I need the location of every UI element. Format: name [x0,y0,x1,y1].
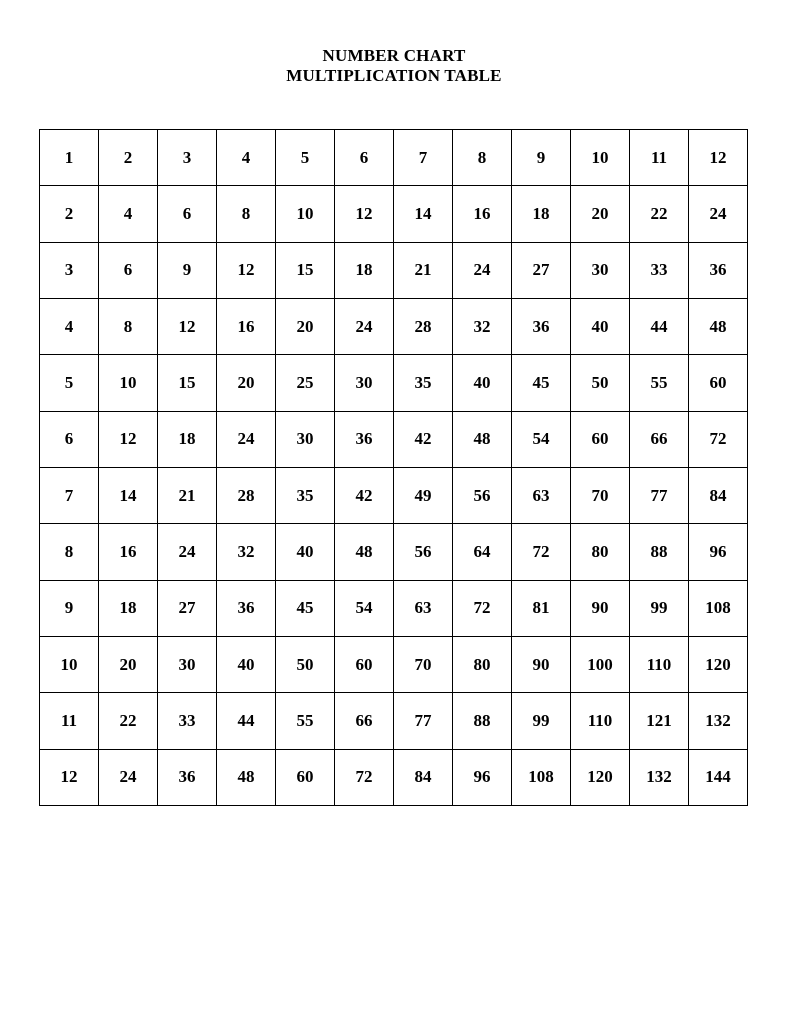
table-cell: 10 [40,637,99,693]
table-cell: 36 [335,412,394,468]
table-cell: 10 [276,186,335,242]
table-cell: 30 [158,637,217,693]
table-cell: 81 [512,581,571,637]
table-cell: 48 [217,750,276,806]
table-cell: 12 [217,243,276,299]
table-cell: 72 [512,524,571,580]
table-cell: 12 [40,750,99,806]
table-cell: 108 [512,750,571,806]
table-cell: 7 [394,130,453,186]
table-cell: 72 [335,750,394,806]
table-cell: 54 [335,581,394,637]
table-cell: 48 [453,412,512,468]
table-cell: 48 [689,299,748,355]
table-cell: 35 [394,355,453,411]
table-cell: 40 [276,524,335,580]
table-cell: 27 [158,581,217,637]
table-cell: 50 [571,355,630,411]
table-cell: 100 [571,637,630,693]
table-cell: 16 [453,186,512,242]
table-cell: 60 [335,637,394,693]
table-cell: 6 [40,412,99,468]
table-cell: 24 [158,524,217,580]
table-cell: 60 [571,412,630,468]
table-cell: 96 [689,524,748,580]
table-cell: 5 [40,355,99,411]
table-cell: 3 [40,243,99,299]
table-cell: 9 [158,243,217,299]
table-cell: 4 [40,299,99,355]
table-cell: 22 [630,186,689,242]
table-cell: 63 [512,468,571,524]
table-cell: 70 [394,637,453,693]
table-cell: 44 [630,299,689,355]
table-cell: 14 [394,186,453,242]
table-cell: 90 [571,581,630,637]
table-cell: 24 [453,243,512,299]
table-cell: 84 [689,468,748,524]
table-cell: 27 [512,243,571,299]
table-cell: 120 [571,750,630,806]
table-cell: 77 [394,693,453,749]
table-cell: 20 [571,186,630,242]
page-subtitle: MULTIPLICATION TABLE [286,66,502,85]
table-cell: 72 [453,581,512,637]
table-cell: 21 [394,243,453,299]
table-cell: 80 [571,524,630,580]
table-cell: 15 [276,243,335,299]
table-cell: 64 [453,524,512,580]
table-cell: 12 [689,130,748,186]
table-cell: 48 [335,524,394,580]
table-cell: 132 [689,693,748,749]
table-cell: 40 [571,299,630,355]
table-cell: 66 [335,693,394,749]
table-cell: 18 [99,581,158,637]
table-cell: 77 [630,468,689,524]
table-cell: 144 [689,750,748,806]
table-cell: 90 [512,637,571,693]
table-cell: 36 [217,581,276,637]
table-cell: 30 [571,243,630,299]
table-cell: 24 [335,299,394,355]
table-cell: 110 [630,637,689,693]
table-cell: 54 [512,412,571,468]
table-cell: 24 [217,412,276,468]
table-cell: 24 [99,750,158,806]
table-cell: 8 [217,186,276,242]
table-cell: 12 [335,186,394,242]
table-cell: 99 [630,581,689,637]
table-cell: 16 [217,299,276,355]
table-cell: 55 [630,355,689,411]
table-cell: 18 [335,243,394,299]
table-cell: 10 [571,130,630,186]
table-cell: 132 [630,750,689,806]
table-cell: 49 [394,468,453,524]
table-cell: 45 [276,581,335,637]
table-cell: 32 [217,524,276,580]
table-cell: 5 [276,130,335,186]
table-cell: 40 [453,355,512,411]
table-cell: 1 [40,130,99,186]
table-cell: 55 [276,693,335,749]
table-cell: 44 [217,693,276,749]
table-cell: 35 [276,468,335,524]
table-cell: 7 [40,468,99,524]
table-cell: 42 [394,412,453,468]
table-cell: 110 [571,693,630,749]
table-cell: 4 [99,186,158,242]
table-cell: 24 [689,186,748,242]
table-cell: 66 [630,412,689,468]
table-cell: 11 [630,130,689,186]
table-cell: 8 [453,130,512,186]
table-cell: 88 [453,693,512,749]
table-cell: 60 [689,355,748,411]
table-cell: 14 [99,468,158,524]
table-cell: 9 [40,581,99,637]
table-cell: 12 [99,412,158,468]
table-cell: 4 [217,130,276,186]
table-cell: 22 [99,693,158,749]
table-cell: 6 [99,243,158,299]
table-cell: 60 [276,750,335,806]
table-cell: 2 [99,130,158,186]
table-cell: 120 [689,637,748,693]
table-cell: 18 [512,186,571,242]
table-cell: 25 [276,355,335,411]
table-cell: 72 [689,412,748,468]
table-cell: 45 [512,355,571,411]
table-cell: 80 [453,637,512,693]
multiplication-table [39,129,748,806]
table-cell: 56 [394,524,453,580]
table-cell: 16 [99,524,158,580]
table-cell: 50 [276,637,335,693]
table-cell: 28 [394,299,453,355]
table-cell: 42 [335,468,394,524]
table-cell: 121 [630,693,689,749]
table-cell: 20 [217,355,276,411]
table-cell: 9 [512,130,571,186]
table-cell: 11 [40,693,99,749]
table-cell: 30 [335,355,394,411]
table-cell: 63 [394,581,453,637]
table-cell: 70 [571,468,630,524]
table-cell: 40 [217,637,276,693]
table-cell: 21 [158,468,217,524]
table-cell: 6 [335,130,394,186]
table-cell: 3 [158,130,217,186]
table-cell: 10 [99,355,158,411]
table-cell: 15 [158,355,217,411]
table-cell: 88 [630,524,689,580]
table-cell: 20 [99,637,158,693]
table-cell: 36 [689,243,748,299]
table-cell: 30 [276,412,335,468]
table-cell: 84 [394,750,453,806]
table-cell: 6 [158,186,217,242]
table-cell: 56 [453,468,512,524]
table-cell: 28 [217,468,276,524]
table-cell: 8 [40,524,99,580]
table-cell: 99 [512,693,571,749]
table-cell: 18 [158,412,217,468]
table-cell: 36 [512,299,571,355]
table-cell: 12 [158,299,217,355]
table-cell: 8 [99,299,158,355]
table-cell: 96 [453,750,512,806]
table-cell: 108 [689,581,748,637]
table-cell: 2 [40,186,99,242]
table-cell: 32 [453,299,512,355]
table-cell: 33 [158,693,217,749]
table-cell: 20 [276,299,335,355]
table-cell: 36 [158,750,217,806]
page-title: NUMBER CHART [322,46,466,65]
table-cell: 33 [630,243,689,299]
